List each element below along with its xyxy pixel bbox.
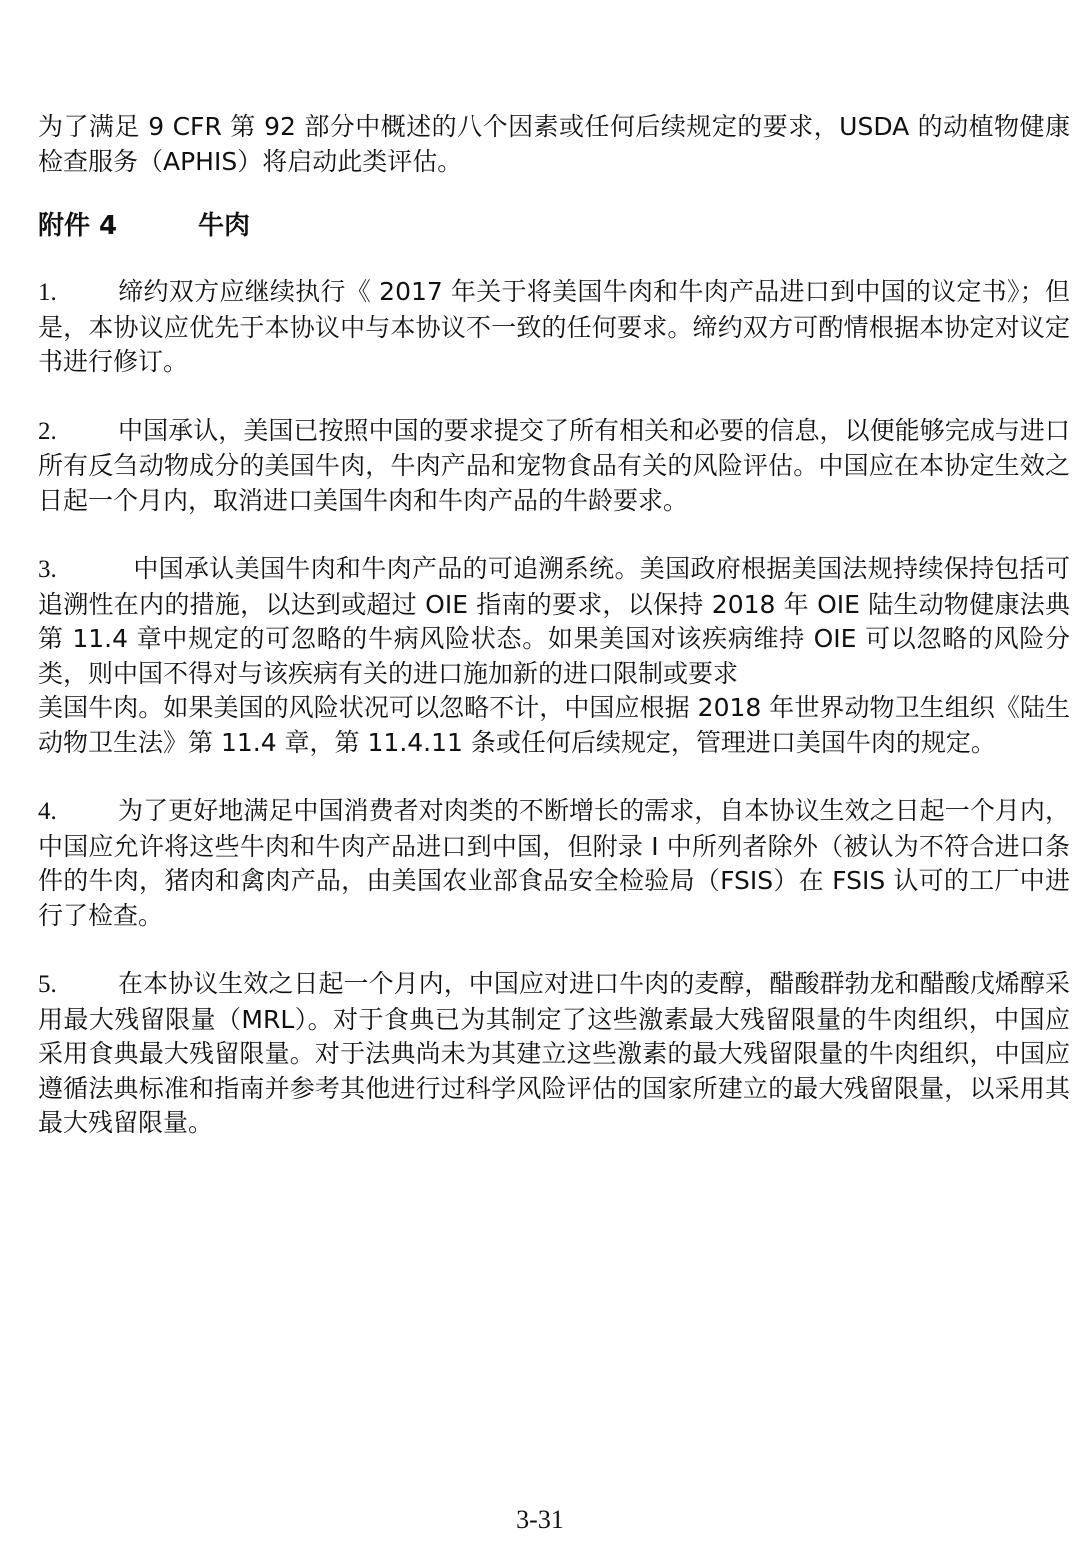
list-item [38, 414, 1070, 519]
item-text: 中国承认美国牛肉和牛肉产品的可追溯系统。美国政府根据美国法规持续保持包括可追溯性在内的措施，以达到或超过 OIE 指南的要求，以保持 2018 年 OIE 陆生动物健康法典第 11.4 章中规定的可忽略的牛病风险状态。如果美国对该疾病维持 OIE 可以忽略的风险分类，则中国不得对与该疾病有关的进口施加新的进口限制或要求 [38, 554, 1070, 688]
page-number: 3-31 [516, 1505, 564, 1534]
page-content [38, 110, 1070, 1175]
annex-title: 牛肉 [198, 211, 251, 241]
item-text: 为了更好地满足中国消费者对肉类的不断增长的需求，自本协议生效之日起一个月内，中国应允许将这些牛肉和牛肉产品进口到中国，但附录 I 中所列者除外（被认为不符合进口条件的牛肉，猪肉和禽肉产品，由美国农业部食品安全检验局（FSIS）在 FSIS 认可的工厂中进行了检查。 [38, 796, 1070, 930]
item-text: 在本协议生效之日起一个月内，中国应对进口牛肉的麦醇，醋酸群勃龙和醋酸戊烯醇采用最大残留限量（MRL）。对于食典已为其制定了这些激素最大残留限量的牛肉组织，中国应采用食典最大残留限量。对于法典尚未为其建立这些激素的最大残留限量的牛肉组织，中国应遵循法典标准和指南并参考其他进行过科学风险评估的国家所建立的最大残留限量，以采用其最大残留限量。 [38, 969, 1070, 1137]
list-item [38, 794, 1070, 933]
item-number: 1. [38, 279, 57, 306]
list-item [38, 552, 1070, 760]
intro-paragraph: 为了满足 9 CFR 第 92 部分中概述的八个因素或任何后续规定的要求，USDA 的动植物健康检查服务（APHIS）将启动此类评估。 [38, 112, 1070, 176]
item-number: 3. [38, 556, 57, 583]
item-number: 5. [38, 971, 57, 998]
item-number: 4. [38, 798, 57, 825]
annex-number: 附件 4 [38, 211, 118, 241]
item-number: 2. [38, 417, 57, 445]
annex-heading [38, 209, 1070, 243]
list-item [38, 275, 1070, 380]
item-text: 缔约双方应继续执行《 2017 年关于将美国牛肉和牛肉产品进口到中国的议定书》；但是，本协议应优先于本协议中与本协议不一致的任何要求。缔约双方可酌情根据本协定对议定书进行修订。 [38, 277, 1070, 376]
item-text-continued: 美国牛肉。如果美国的风险状况可以忽略不计，中国应根据 2018 年世界动物卫生组织《陆生动物卫生法》第 11.4 章，第 11.4.11 条或任何后续规定，管理进口美国牛肉的规定。 [38, 693, 1070, 757]
list-item [38, 967, 1070, 1141]
item-text: 中国承认，美国已按照中国的要求提交了所有相关和必要的信息，以便能够完成与进口所有反刍动物成分的美国牛肉，牛肉产品和宠物食品有关的风险评估。中国应在本协定生效之日起一个月内，取消进口美国牛肉和牛肉产品的牛龄要求。 [38, 415, 1070, 515]
